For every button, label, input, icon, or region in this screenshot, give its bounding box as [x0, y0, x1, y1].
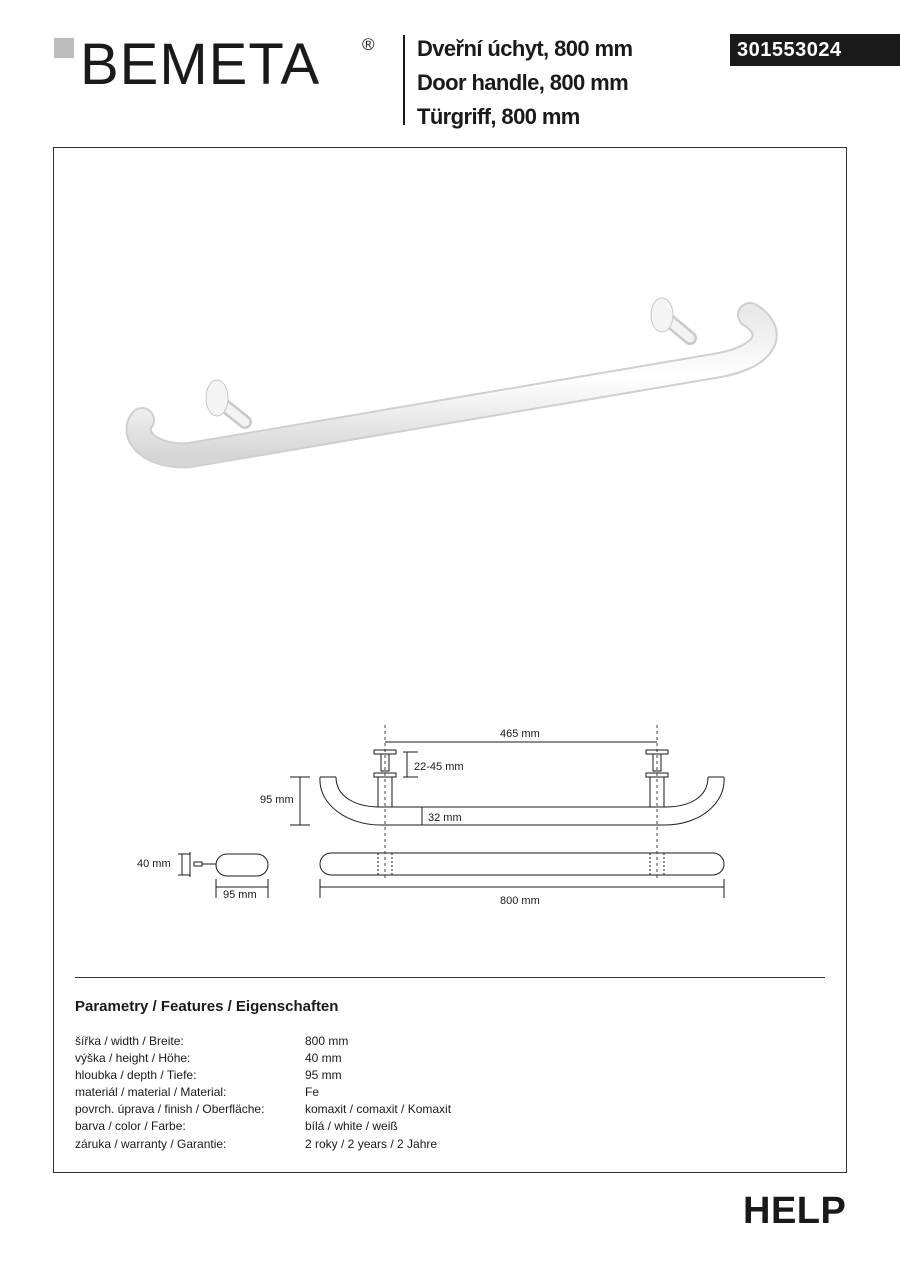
spec-label: záruka / warranty / Garantie:	[75, 1136, 227, 1151]
dim-22-45: 22-45 mm	[414, 761, 464, 773]
handle-bar-shadow	[139, 315, 765, 455]
title-divider	[403, 35, 405, 125]
spec-row	[75, 1033, 451, 1050]
product-code-badge: 301553024	[730, 34, 900, 66]
spec-label: hloubka / depth / Tiefe:	[75, 1068, 197, 1083]
product-photo	[120, 290, 790, 480]
dim-40: 40 mm	[137, 858, 171, 870]
spec-table	[75, 1033, 451, 1153]
bemeta-logo	[80, 30, 380, 90]
dim-465: 465 mm	[500, 728, 540, 740]
spec-row	[75, 1101, 451, 1118]
dim-95-side: 95 mm	[223, 889, 257, 901]
technical-drawing	[120, 715, 760, 915]
spec-label: barva / color / Farbe:	[75, 1119, 186, 1134]
section-divider	[75, 977, 825, 978]
right-mount	[651, 298, 690, 338]
spec-row	[75, 1084, 451, 1101]
dim-95-front: 95 mm	[260, 794, 294, 806]
series-name: HELP	[743, 1190, 847, 1232]
spec-label: materiál / material / Material:	[75, 1085, 227, 1100]
registered-mark: ®	[362, 35, 375, 54]
logo-wordmark: BEMETA	[80, 32, 321, 90]
spec-row	[75, 1136, 451, 1153]
dim-32: 32 mm	[428, 812, 462, 824]
spec-value: 2 roky / 2 years / 2 Jahre	[305, 1136, 438, 1151]
spec-value: 40 mm	[305, 1051, 342, 1066]
product-titles	[417, 32, 632, 134]
spec-label: povrch. úprava / finish / Oberfläche:	[75, 1102, 265, 1117]
spec-value: komaxit / comaxit / Komaxit	[305, 1102, 452, 1117]
spec-row	[75, 1118, 451, 1135]
title-cz: Dveřní úchyt, 800 mm	[417, 36, 633, 61]
spec-row	[75, 1067, 451, 1084]
spec-label: výška / height / Höhe:	[75, 1051, 191, 1066]
logo-square	[54, 38, 74, 58]
spec-value: 95 mm	[305, 1068, 342, 1083]
spec-value: 800 mm	[305, 1034, 349, 1048]
spec-value: Fe	[305, 1085, 320, 1100]
dim-800: 800 mm	[500, 895, 540, 907]
spec-label: šířka / width / Breite:	[75, 1034, 184, 1048]
spec-row	[75, 1050, 451, 1067]
features-title: Parametry / Features / Eigenschaften	[75, 998, 339, 1015]
left-mount	[206, 380, 245, 422]
spec-value: bílá / white / weiß	[305, 1119, 398, 1134]
title-en: Door handle, 800 mm	[417, 70, 629, 95]
title-de: Türgriff, 800 mm	[417, 104, 580, 129]
